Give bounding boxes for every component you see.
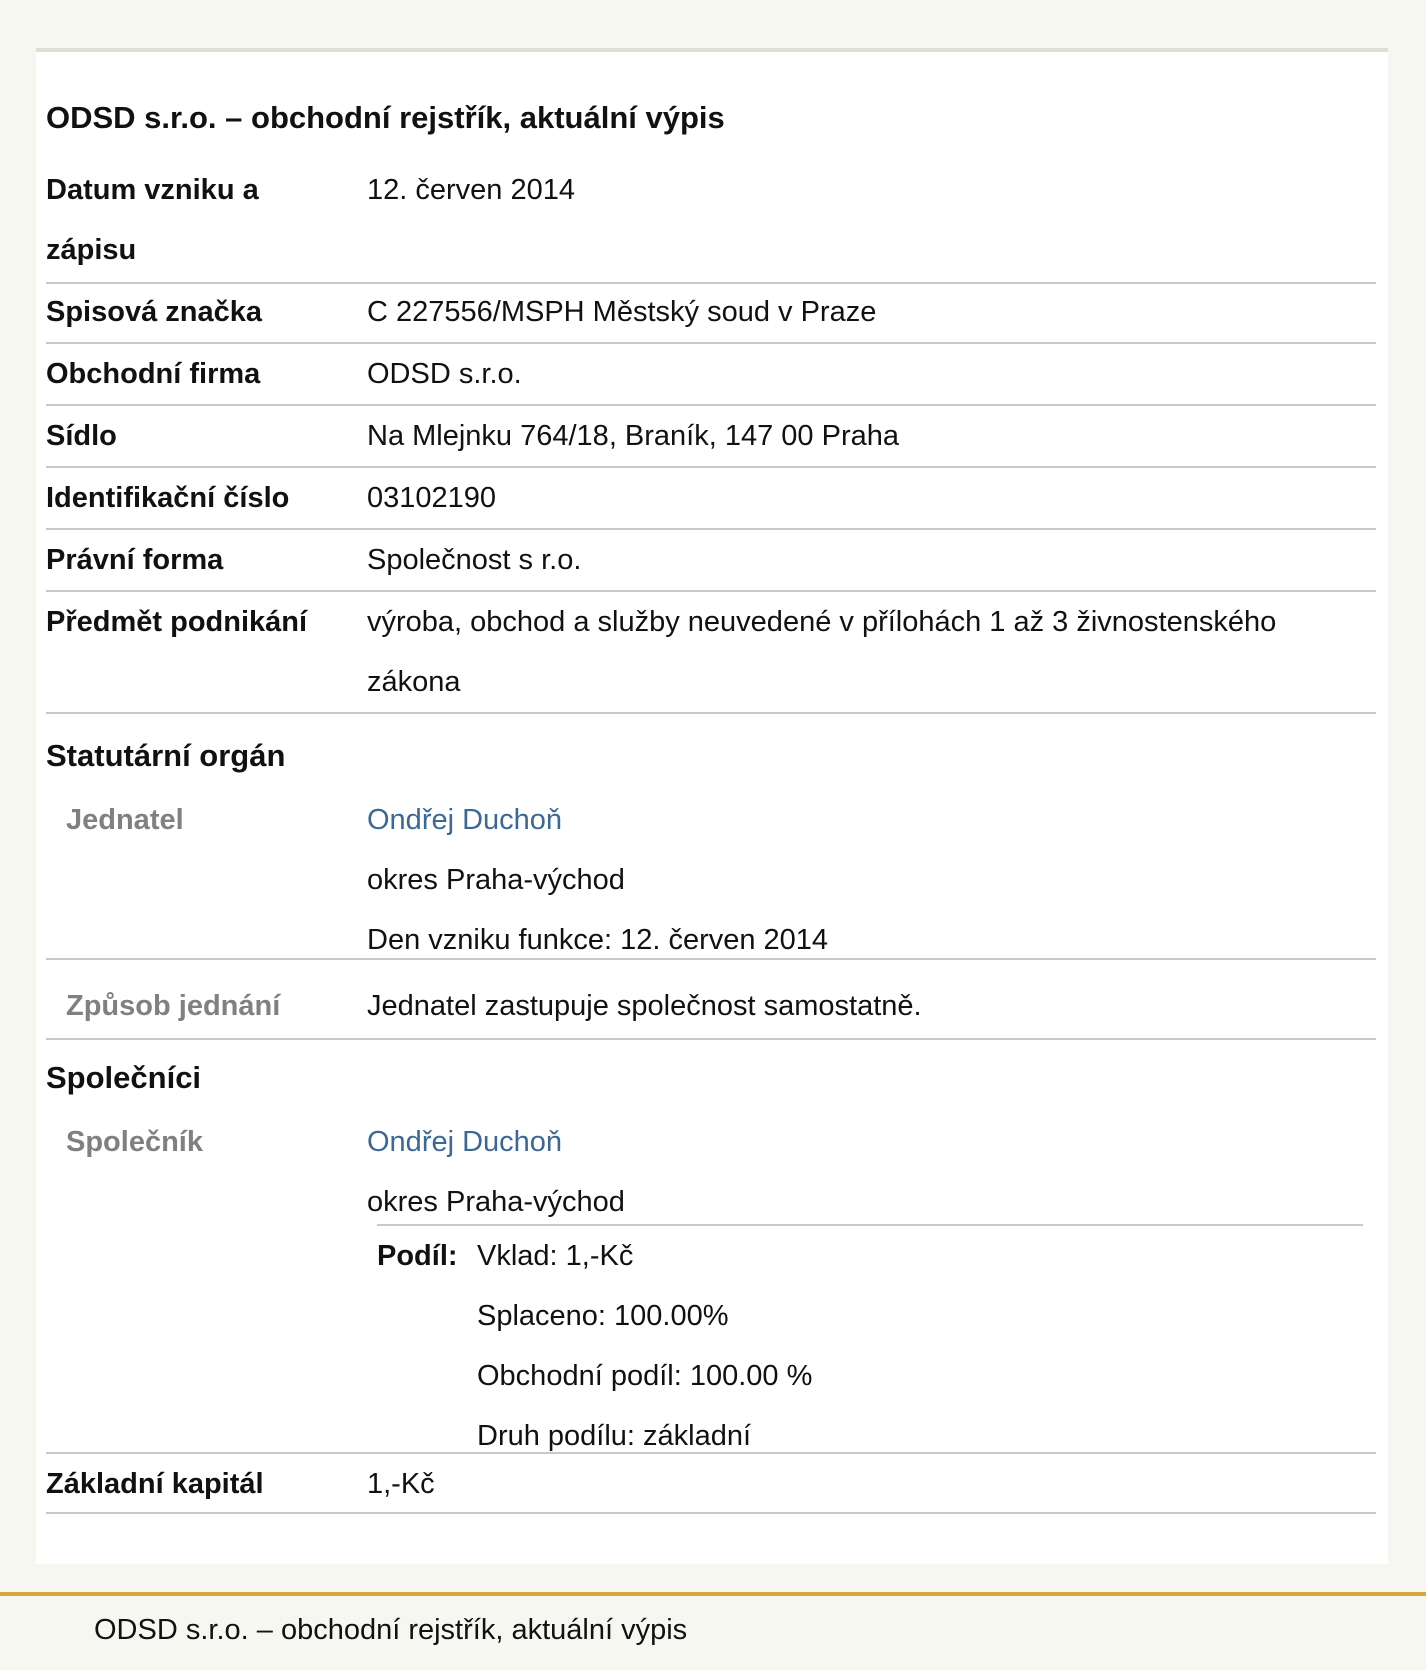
value-pravni-forma: Společnost s r.o. [367, 544, 582, 576]
value-jednatel [367, 790, 828, 970]
label-zakladni-kapital: Základní kapitál [46, 1468, 264, 1500]
label-jednatel: Jednatel [66, 804, 184, 836]
label-podil: Podíl: [377, 1240, 458, 1272]
row-zpusob-jednani [46, 960, 1376, 1040]
label-identifikacni-cislo: Identifikační číslo [46, 482, 290, 514]
label-obchodni-firma: Obchodní firma [46, 358, 261, 390]
footer-title: ODSD s.r.o. – obchodní rejstřík, aktuální výpis [94, 1614, 688, 1646]
label-spolecnik: Společník [66, 1126, 203, 1158]
label-pravni-forma: Právní forma [46, 544, 224, 576]
value-spolecnik [367, 1112, 625, 1232]
value-predmet-podnikani: výroba, obchod a služby neuvedené v přílohách 1 až 3 živnostenského zákona [367, 606, 1277, 698]
label-zpusob-jednani: Způsob jednání [66, 990, 281, 1022]
label-spisova-znacka: Spisová značka [46, 296, 262, 328]
value-spisova-znacka: C 227556/MSPH Městský soud v Praze [367, 296, 877, 328]
row-jednatel [46, 790, 1376, 960]
section-statutarni-organ: Statutární orgán [46, 738, 286, 773]
row-zakladni-kapital [46, 1454, 1376, 1514]
label-sidlo: Sídlo [46, 420, 117, 452]
podil-obchodni: Obchodní podíl: 100.00 % [477, 1360, 813, 1392]
podil-splaceno: Splaceno: 100.00% [477, 1300, 729, 1332]
value-datum-vzniku: 12. červen 2014 [367, 174, 575, 206]
spolecnik-name-link[interactable]: Ondřej Duchoň [367, 1126, 563, 1158]
row-obchodni-firma [46, 344, 1376, 406]
row-spisova-znacka [46, 282, 1376, 344]
value-zakladni-kapital: 1,-Kč [367, 1468, 435, 1500]
page-title: ODSD s.r.o. – obchodní rejstřík, aktuální výpis [46, 100, 725, 135]
podil-values [477, 1226, 812, 1466]
row-pravni-forma [46, 530, 1376, 592]
podil-druh: Druh podílu: základní [477, 1420, 752, 1452]
section-spolecnici: Společníci [46, 1060, 202, 1095]
podil-vklad: Vklad: 1,-Kč [477, 1240, 634, 1272]
row-predmet-podnikani [46, 592, 1376, 714]
jednatel-name-link[interactable]: Ondřej Duchoň [367, 804, 563, 836]
label-predmet-podnikani: Předmět podnikání [46, 606, 308, 638]
value-sidlo: Na Mlejnku 764/18, Braník, 147 00 Praha [367, 420, 899, 452]
jednatel-okres: okres Praha-východ [367, 864, 625, 896]
row-sidlo [46, 406, 1376, 468]
row-datum-vzniku [46, 158, 1376, 284]
register-extract-card [36, 48, 1388, 1564]
value-obchodni-firma: ODSD s.r.o. [367, 358, 522, 390]
value-zpusob-jednani: Jednatel zastupuje společnost samostatně. [367, 990, 922, 1022]
value-identifikacni-cislo: 03102190 [367, 482, 497, 514]
row-spolecnik [46, 1112, 1376, 1454]
footer [0, 1592, 1426, 1670]
spolecnik-okres: okres Praha-východ [367, 1186, 625, 1218]
row-identifikacni-cislo [46, 468, 1376, 530]
jednatel-den-vzniku: Den vzniku funkce: 12. červen 2014 [367, 924, 829, 956]
label-datum-vzniku: Datum vzniku a zápisu [46, 174, 259, 266]
